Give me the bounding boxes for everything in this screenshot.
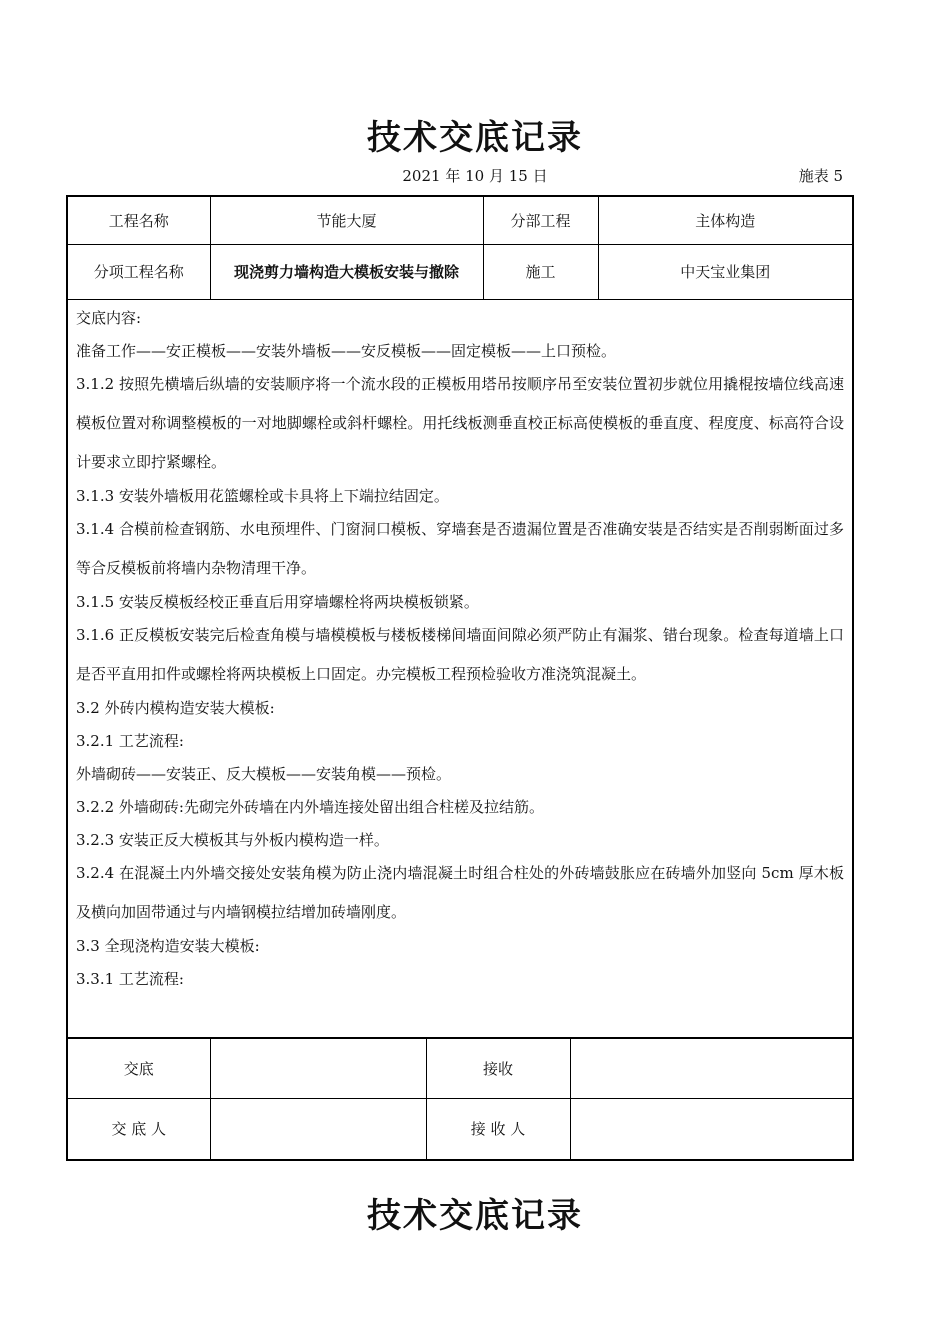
- content-line: 3.2.4 在混凝土内外墙交接处安装角模为防止浇内墙混凝土时组合柱处的外砖墙鼓胀应在砖墙外加竖向 5cm 厚木板及横向加固带通过与内墙钢模拉结增加砖墙刚度。: [76, 863, 844, 921]
- construction-label: 施工: [483, 244, 598, 299]
- handover-label: 交底: [67, 1039, 210, 1099]
- construction-value: 中天宝业集团: [598, 244, 853, 299]
- content-line: 3.3.1 工艺流程:: [76, 969, 184, 988]
- document-date: 2021 年 10 月 15 日: [402, 167, 548, 185]
- next-page-title: 技术交底记录: [367, 1196, 583, 1236]
- receiver-label: 接 收 人: [426, 1099, 570, 1160]
- form-number: 施表 5: [798, 167, 843, 185]
- record-table: [66, 195, 854, 1039]
- content-line: 3.1.2 按照先横墙后纵墙的安装顺序将一个流水段的正模板用塔吊按顺序吊至安装位置初步就位用撬棍按墙位线高速模板位置对称调整模板的一对地脚螺栓或斜杆螺栓。用托线板测垂直校正标高使模板的垂直度、程度度、标高符合设计要求立即拧紧螺栓。: [76, 374, 844, 471]
- project-name-label: 工程名称: [67, 196, 210, 244]
- content-line: 3.1.3 安装外墙板用花篮螺栓或卡具将上下端拉结固定。: [76, 486, 449, 505]
- content-heading: 交底内容:: [76, 308, 142, 327]
- table-row: [67, 196, 853, 244]
- content-section: [67, 299, 853, 1038]
- content-line: 3.3 全现浇构造安装大模板:: [76, 936, 260, 955]
- handover-value[interactable]: [210, 1039, 426, 1099]
- table-row: [67, 244, 853, 299]
- table-row: [67, 299, 853, 1038]
- project-name-value: 节能大厦: [210, 196, 483, 244]
- division-label: 分部工程: [483, 196, 598, 244]
- division-value: 主体构造: [598, 196, 853, 244]
- signature-table: [66, 1038, 854, 1161]
- handover-person-value[interactable]: [210, 1099, 426, 1160]
- content-line: 3.2 外砖内模构造安装大模板:: [76, 698, 275, 717]
- handover-person-label: 交 底 人: [67, 1099, 210, 1160]
- content-line: 3.2.2 外墙砌砖:先砌完外砖墙在内外墙连接处留出组合柱槎及拉结筋。: [76, 797, 544, 816]
- content-line: 3.1.4 合模前检查钢筋、水电预埋件、门窗洞口模板、穿墙套是否遗漏位置是否准确安装是否结实是否削弱断面过多等合反模板前将墙内杂物清理干净。: [76, 519, 844, 577]
- table-row: [67, 1039, 853, 1099]
- content-line: 3.2.1 工艺流程:: [76, 731, 184, 750]
- content-line: 3.2.3 安装正反大模板其与外板内模构造一样。: [76, 830, 389, 849]
- subitem-value: 现浇剪力墙构造大模板安装与撤除: [210, 244, 483, 299]
- receiver-value[interactable]: [570, 1099, 853, 1160]
- content-line: 准备工作——安正模板——安装外墙板——安反模板——固定模板——上口预检。: [76, 341, 617, 360]
- subitem-label: 分项工程名称: [67, 244, 210, 299]
- receive-value[interactable]: [570, 1039, 853, 1099]
- receive-label: 接收: [426, 1039, 570, 1099]
- content-line: 3.1.5 安装反模板经校正垂直后用穿墙螺栓将两块模板锁紧。: [76, 592, 479, 611]
- table-row: [67, 1099, 853, 1160]
- content-line: 外墙砌砖——安装正、反大模板——安装角模——预检。: [76, 764, 452, 783]
- page-title: 技术交底记录: [367, 118, 583, 158]
- content-line: 3.1.6 正反模板安装完后检查角模与墙模模板与楼板楼梯间墙面间隙必须严防止有漏浆、错台现象。检查每道墙上口是否平直用扣件或螺栓将两块模板上口固定。办完模板工程预检验收方准浇筑混凝土。: [76, 625, 844, 683]
